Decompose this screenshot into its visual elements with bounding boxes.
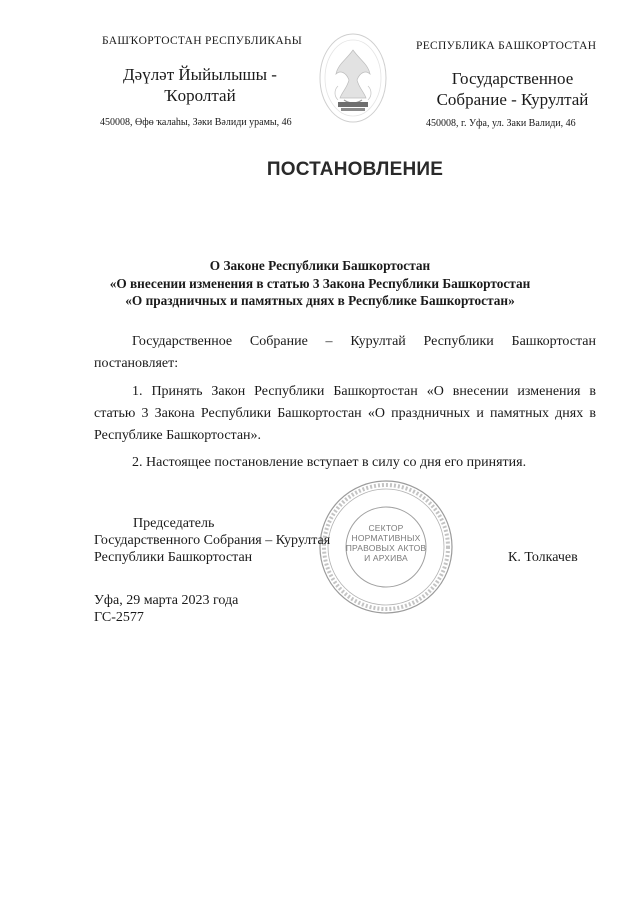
right-name-line2: Собрание - Курултай <box>436 90 589 109</box>
signer-name: К. Толкачев <box>508 550 578 565</box>
document-subject <box>90 257 550 310</box>
body-item-1: 1. Принять Закон Республики Башкортостан «О внесении изменения в статью 3 Закона Республики Башкортостан «О праздничных и памятных днях в Республике Башкортостан». <box>94 384 596 443</box>
signature-position-line1: Председатель <box>133 516 215 531</box>
stamp-line-3: ПРАВОВЫХ АКТОВ <box>345 543 427 553</box>
right-address: 450008, г. Уфа, ул. Заки Валиди, 46 <box>426 118 576 129</box>
document-title: ПОСТАНОВЛЕНИЕ <box>266 159 444 180</box>
document-body <box>94 331 596 474</box>
left-name-line1: Дәүләт Йыйылышы - <box>123 65 277 84</box>
body-intro: Государственное Собрание – Курултай Республики Башкортостан постановляет: <box>94 334 596 371</box>
document-number: ГС-2577 <box>94 610 144 625</box>
stamp-line-1: СЕКТОР <box>368 523 404 533</box>
left-parliament-name <box>100 64 300 106</box>
official-stamp <box>310 477 462 617</box>
left-org-name: БАШҠОРТОСТАН РЕСПУБЛИКАҺЫ <box>102 35 303 47</box>
republic-emblem-icon <box>316 30 390 126</box>
right-parliament-name <box>415 68 610 110</box>
place-and-date: Уфа, 29 марта 2023 года <box>94 593 239 608</box>
subject-line-3: «О праздничных и памятных днях в Республике Башкортостан» <box>125 293 515 308</box>
signature-position-line2: Государственного Собрания – Курултая <box>94 533 331 548</box>
right-org-name: РЕСПУБЛИКА БАШКОРТОСТАН <box>416 40 597 52</box>
left-address: 450008, Өфө ҡалаһы, Зәки Вәлиди урамы, 46 <box>100 117 292 128</box>
left-name-line2: Ҡоролтай <box>164 86 236 105</box>
stamp-line-4: И АРХИВА <box>364 553 408 563</box>
subject-line-1: О Законе Республики Башкортостан <box>209 258 431 273</box>
body-item-2: 2. Настоящее постановление вступает в силу со дня его принятия. <box>132 455 527 470</box>
right-name-line1: Государственное <box>451 69 574 88</box>
stamp-center-text <box>340 523 432 563</box>
signature-position-line3: Республики Башкортостан <box>94 550 253 565</box>
subject-line-2: «О внесении изменения в статью 3 Закона Республики Башкортостан <box>109 275 531 291</box>
stamp-line-2: НОРМАТИВНЫХ <box>351 533 421 543</box>
